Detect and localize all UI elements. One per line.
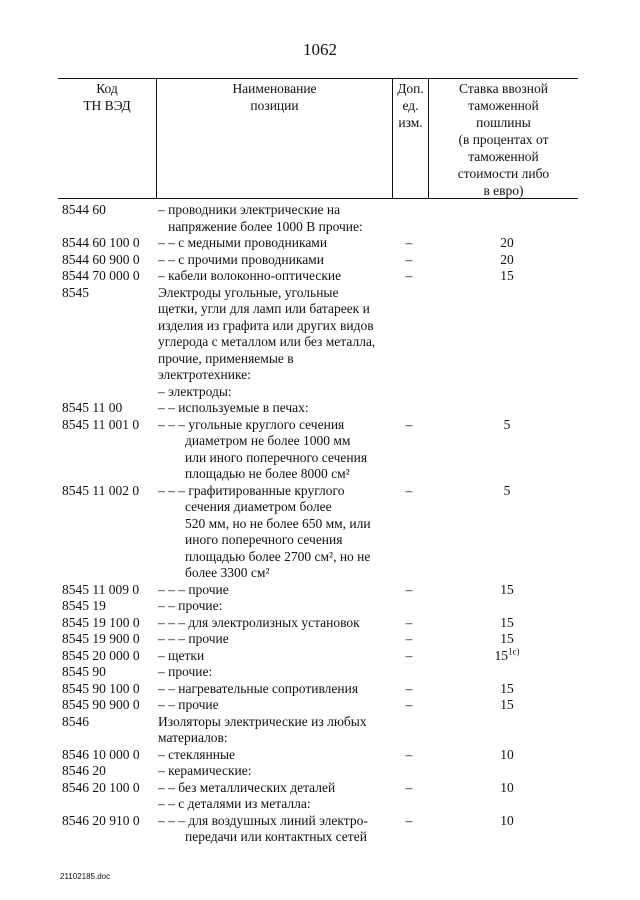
row-name: [158, 483, 386, 582]
row-name-line: – – – угольные круглого сечения: [158, 416, 345, 432]
file-name-footer: 21102185.doc: [60, 872, 111, 881]
row-rate-value: 15: [500, 697, 514, 712]
row-rate: [436, 813, 578, 830]
row-name: [158, 714, 386, 747]
table-top-rule: [58, 78, 578, 79]
row-name-line: площадью не более 8000 см²: [158, 466, 350, 481]
row-code: 8544 60: [62, 202, 106, 217]
row-code: 8544 60 100 0: [62, 235, 140, 250]
row-rate: [436, 252, 578, 269]
row-code: 8545 20 000 0: [62, 647, 140, 663]
row-rate-value: 15: [500, 680, 514, 696]
row-name-line: Электроды угольные, угольные: [158, 284, 339, 300]
row-name-line: – прочие:: [158, 664, 213, 679]
row-unit: –: [405, 614, 413, 630]
row-name: [158, 252, 386, 269]
row-rate-value: 15: [500, 614, 514, 630]
row-code: 8544 70 000 0: [62, 268, 140, 283]
row-name-line: иного поперечного сечения: [158, 532, 343, 547]
row-name: [158, 813, 386, 846]
row-name: [158, 598, 386, 615]
row-rate-value: 15: [500, 581, 514, 597]
row-name-line: напряжение более 1000 В прочие:: [158, 218, 363, 234]
row-name: [158, 664, 386, 681]
row-code: 8545 90 900 0: [62, 697, 140, 712]
row-name: [158, 285, 386, 401]
row-name-line: – – прочие:: [158, 598, 223, 613]
row-name: [158, 780, 386, 813]
row-unit: –: [405, 647, 413, 663]
row-name-line: – проводники электрические на: [158, 202, 341, 217]
row-rate: [436, 648, 578, 665]
row-name-line: – – – прочие: [158, 581, 229, 597]
row-unit: –: [405, 779, 413, 795]
row-rate: [436, 697, 578, 714]
row-rate: [436, 268, 578, 285]
row-name: [158, 582, 386, 599]
row-rate: [436, 615, 578, 632]
row-code: 8545 19 100 0: [62, 614, 140, 630]
row-name-line: – кабели волоконно-оптические: [158, 268, 342, 283]
row-name-line: Изоляторы электрические из любых: [158, 713, 367, 729]
row-unit: –: [405, 746, 413, 762]
row-name: [158, 400, 386, 417]
row-name: [158, 417, 386, 483]
row-unit: –: [405, 268, 413, 283]
row-rate-footnote: 1с): [508, 646, 520, 656]
row-name: [158, 697, 386, 714]
row-unit: –: [405, 251, 413, 267]
row-rate-value: 20: [500, 235, 514, 250]
row-name-line: – – – для воздушных линий электро-: [158, 812, 368, 828]
row-name-line: – – нагревательные сопротивления: [158, 680, 359, 696]
row-name-line: или иного поперечного сечения: [158, 449, 368, 465]
row-name-line: – – прочие: [158, 697, 219, 712]
row-name: [158, 747, 386, 764]
row-rate-value: 15: [500, 631, 514, 646]
row-name: [158, 615, 386, 632]
row-unit: –: [405, 581, 413, 597]
row-code: 8545 19: [62, 598, 106, 613]
row-code: 8544 60 900 0: [62, 251, 140, 267]
row-code: 8545 90: [62, 664, 106, 679]
row-code: 8546 10 000 0: [62, 746, 140, 762]
row-rate-value: 20: [500, 251, 514, 267]
row-name-line: – – с деталями из металла:: [158, 796, 311, 811]
row-code: 8545 90 100 0: [62, 680, 140, 696]
row-name-line: сечения диаметром более: [158, 499, 332, 514]
row-rate: [436, 235, 578, 252]
row-name: [158, 681, 386, 698]
row-rate-value: 10: [500, 746, 514, 762]
row-code: 8545 11 009 0: [62, 581, 140, 597]
row-unit: –: [405, 235, 413, 250]
row-name-line: передачи или контактных сетей: [158, 829, 367, 844]
row-rate-value: 15: [500, 268, 514, 283]
row-rate: [436, 483, 578, 500]
row-unit: –: [405, 416, 413, 432]
row-code: 8546: [62, 713, 89, 729]
row-name-line: электротехнике:: [158, 367, 251, 382]
row-name-line: – – – для электролизных установок: [158, 614, 360, 630]
row-rate: [436, 747, 578, 764]
row-name: [158, 763, 386, 780]
row-name: [158, 235, 386, 252]
row-rate-value: 15: [494, 647, 508, 663]
row-name: [158, 202, 386, 235]
row-code: 8545 11 00: [62, 400, 123, 415]
row-name-line: углерода с металлом или без металла,: [158, 334, 376, 349]
row-name: [158, 268, 386, 285]
row-name-line: щетки, угли для ламп или батареек и: [158, 301, 370, 316]
row-name-line: – – без металлических деталей: [158, 779, 336, 795]
row-rate: [436, 631, 578, 648]
row-rate: [436, 582, 578, 599]
row-name-line: 520 мм, но не более 650 мм, или: [158, 515, 371, 531]
row-unit: –: [405, 697, 413, 712]
row-name-line: более 3300 см²: [158, 565, 270, 580]
row-code: 8546 20: [62, 763, 106, 778]
row-name-line: – – – графитированные круглого: [158, 482, 345, 498]
row-name-line: диаметром не более 1000 мм: [158, 433, 351, 448]
row-name-line: – электроды:: [158, 383, 232, 399]
row-rate-value: 5: [503, 482, 511, 498]
row-unit: –: [405, 680, 413, 696]
row-name-line: материалов:: [158, 730, 228, 745]
row-unit: –: [405, 812, 413, 828]
row-name-line: изделия из графита или других видов: [158, 317, 374, 333]
row-rate-value: 10: [500, 779, 514, 795]
row-name-line: – стеклянные: [158, 746, 236, 762]
row-code: 8545 19 900 0: [62, 631, 140, 646]
row-unit: –: [405, 482, 413, 498]
row-rate-value: 10: [500, 812, 514, 828]
row-rate-value: 5: [503, 416, 511, 432]
header-rate: Ставка ввозной таможенной пошлины (в процентах от таможенной стоимости либо в евро): [457, 81, 550, 198]
row-name-line: – – с медными проводниками: [158, 235, 328, 250]
row-code: 8545 11 002 0: [62, 482, 140, 498]
row-name-line: площадью более 2700 см², но не: [158, 548, 371, 564]
row-name: [158, 631, 386, 648]
row-name: [158, 648, 386, 665]
row-code: 8545: [62, 284, 89, 300]
header-unit: Доп. ед. изм.: [397, 81, 424, 130]
row-name-line: – – используемые в печах:: [158, 400, 309, 415]
row-code: 8545 11 001 0: [62, 416, 140, 432]
row-name-line: – – – прочие: [158, 631, 229, 646]
row-name-line: – керамические:: [158, 763, 252, 778]
row-name-line: – щетки: [158, 647, 205, 663]
page-number: 1062: [303, 40, 337, 59]
row-name-line: прочие, применяемые в: [158, 350, 294, 366]
row-unit: –: [405, 631, 413, 646]
row-code: 8546 20 910 0: [62, 812, 140, 828]
row-rate: [436, 780, 578, 797]
header-code: Код ТН ВЭД: [83, 81, 131, 113]
row-code: 8546 20 100 0: [62, 779, 140, 795]
row-rate: [436, 417, 578, 434]
row-rate: [436, 681, 578, 698]
header-name: Наименование позиции: [232, 81, 317, 113]
row-name-line: – – с прочими проводниками: [158, 251, 324, 267]
